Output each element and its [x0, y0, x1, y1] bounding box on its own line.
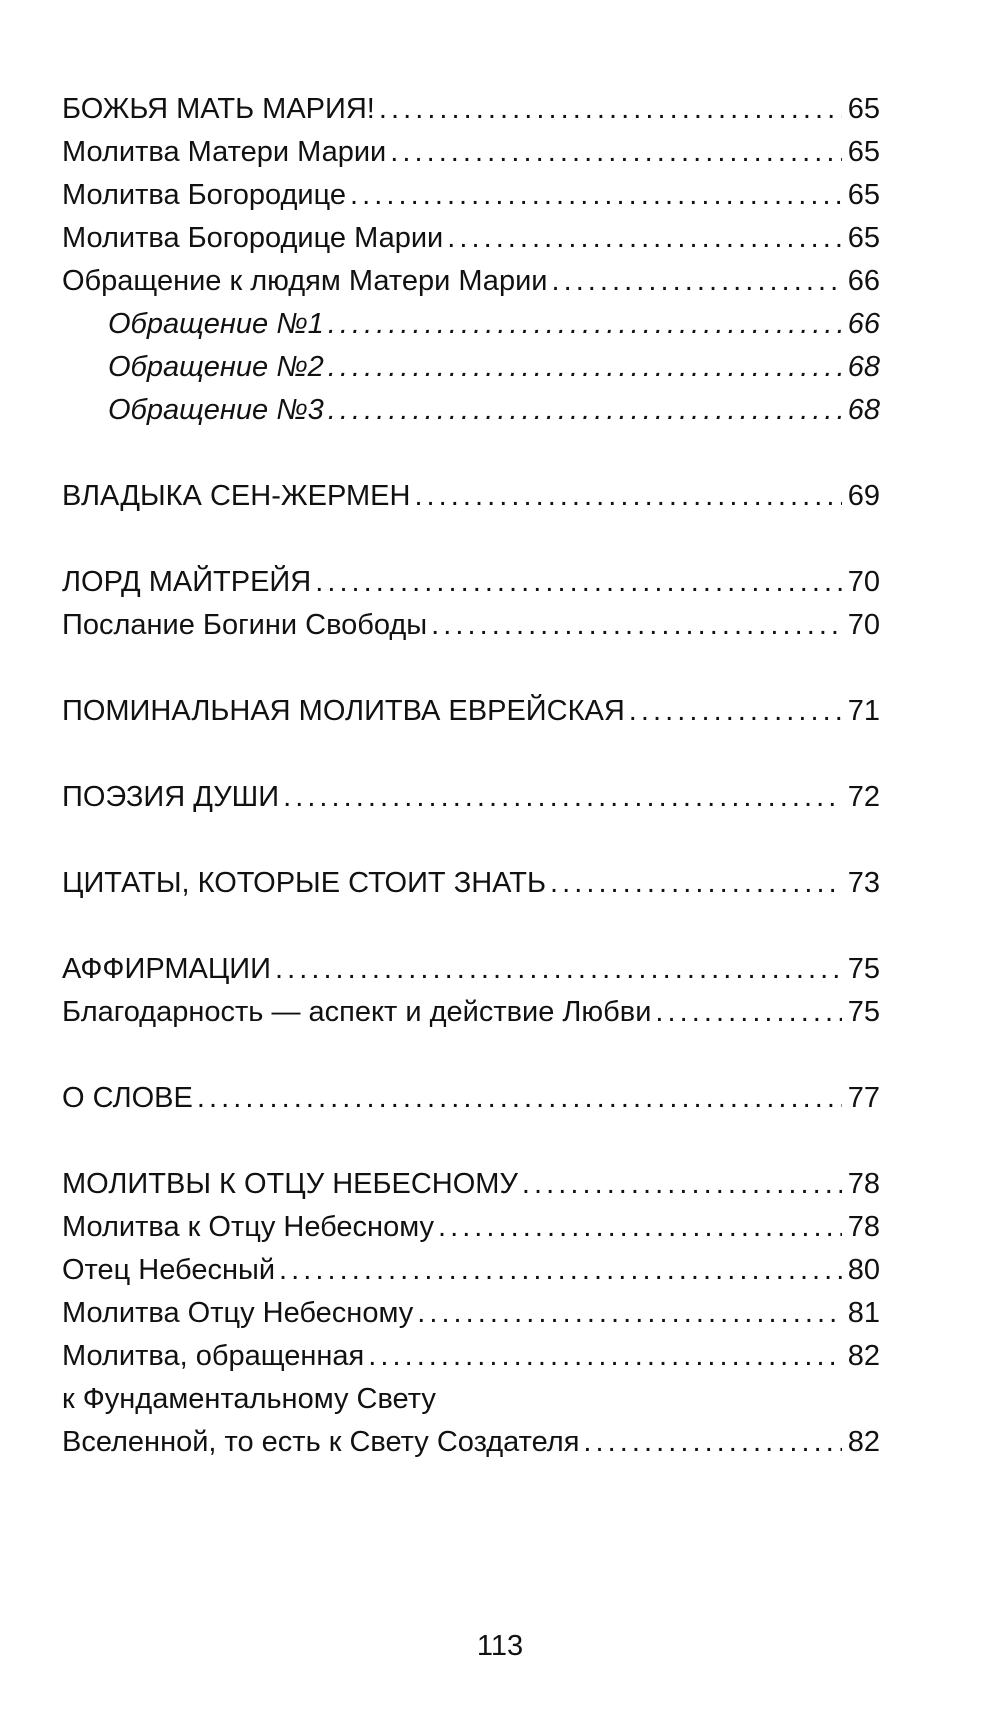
dot-leader	[522, 1163, 842, 1206]
toc-entry-page: 77	[847, 1082, 880, 1114]
toc-entry-title: МОЛИТВЫ К ОТЦУ НЕБЕСНОМУ	[62, 1168, 518, 1200]
toc-section-entry	[62, 948, 880, 991]
dot-leader	[655, 991, 842, 1034]
page-number: 113	[476, 1630, 524, 1662]
dot-leader	[328, 389, 842, 432]
toc-subentry	[62, 346, 880, 389]
toc-entry-title: Послание Богини Свободы	[62, 609, 428, 641]
dot-leader	[279, 1249, 842, 1292]
toc-entry-page: 82	[847, 1340, 880, 1372]
dot-leader	[275, 948, 842, 991]
toc-entry-page: 65	[847, 179, 880, 211]
dot-leader	[438, 1206, 842, 1249]
toc-entry-title: Отец Небесный	[62, 1254, 276, 1286]
toc-entry-title: ПОМИНАЛЬНАЯ МОЛИТВА ЕВРЕЙСКАЯ	[62, 695, 625, 727]
dot-leader	[379, 88, 842, 131]
dot-leader	[390, 131, 842, 174]
toc-entry-title: ЛОРД МАЙТРЕЙЯ	[62, 566, 312, 598]
dot-leader	[328, 303, 842, 346]
toc-entry-title: Вселенной, то есть к Свету Создателя	[62, 1426, 580, 1458]
toc-entry-title: Молитва Матери Марии	[62, 136, 387, 168]
dot-leader	[368, 1335, 842, 1378]
dot-leader	[551, 260, 842, 303]
toc-entry-page: 65	[847, 93, 880, 125]
toc-entry-page: 78	[847, 1168, 880, 1200]
toc-entry-page: 75	[847, 996, 880, 1028]
toc-entry-title: Обращение к людям Матери Марии	[62, 265, 548, 297]
table-of-contents	[62, 88, 880, 1464]
toc-entry-title: Молитва Богородице Марии	[62, 222, 444, 254]
toc-entry-page: 68	[847, 351, 880, 383]
toc-entry	[62, 1421, 880, 1464]
toc-entry-page: 70	[847, 609, 880, 641]
dot-leader	[350, 174, 842, 217]
toc-entry-title: ВЛАДЫКА СЕН-ЖЕРМЕН	[62, 480, 411, 512]
toc-entry	[62, 131, 880, 174]
dot-leader	[283, 776, 842, 819]
toc-entry-page: 73	[847, 867, 880, 899]
toc-entry-page: 66	[847, 308, 880, 340]
toc-entry-title: Обращение №3	[108, 394, 324, 426]
toc-entry	[62, 1378, 880, 1421]
dot-leader	[417, 1292, 842, 1335]
toc-subentry	[62, 389, 880, 432]
toc-entry-title: Благодарность — аспект и действие Любви	[62, 996, 652, 1028]
dot-leader	[328, 346, 842, 389]
dot-leader	[197, 1077, 842, 1120]
toc-entry-title: О СЛОВЕ	[62, 1082, 193, 1114]
toc-entry-page: 68	[847, 394, 880, 426]
dot-leader	[583, 1421, 842, 1464]
toc-entry-title: ЦИТАТЫ, КОТОРЫЕ СТОИТ ЗНАТЬ	[62, 867, 546, 899]
toc-entry-page: 71	[847, 695, 880, 727]
toc-entry	[62, 604, 880, 647]
toc-entry-title: к Фундаментальному Свету	[62, 1383, 436, 1415]
toc-entry-page: 65	[847, 136, 880, 168]
toc-section-entry	[62, 776, 880, 819]
toc-entry	[62, 1249, 880, 1292]
toc-entry-title: Молитва, обращенная	[62, 1340, 365, 1372]
toc-entry-page: 69	[847, 480, 880, 512]
dot-leader	[447, 217, 842, 260]
toc-entry-page: 70	[847, 566, 880, 598]
toc-entry	[62, 260, 880, 303]
dot-leader	[414, 475, 842, 518]
toc-entry-title: Молитва к Отцу Небесному	[62, 1211, 434, 1243]
toc-entry	[62, 1335, 880, 1378]
toc-entry	[62, 217, 880, 260]
toc-entry	[62, 1206, 880, 1249]
toc-section-entry	[62, 475, 880, 518]
toc-section-entry	[62, 862, 880, 905]
toc-entry-page: 75	[847, 953, 880, 985]
toc-section-entry	[62, 88, 880, 131]
toc-subentry	[62, 303, 880, 346]
toc-entry	[62, 991, 880, 1034]
toc-entry-title: Молитва Отцу Небесному	[62, 1297, 414, 1329]
toc-entry-title: ПОЭЗИЯ ДУШИ	[62, 781, 280, 813]
dot-leader	[550, 862, 842, 905]
toc-entry-title: БОЖЬЯ МАТЬ МАРИЯ!	[62, 93, 375, 125]
toc-entry-title: Обращение №2	[108, 351, 324, 383]
dot-leader	[431, 604, 842, 647]
toc-entry	[62, 174, 880, 217]
toc-entry-page: 81	[847, 1297, 880, 1329]
dot-leader	[315, 561, 842, 604]
toc-entry	[62, 1292, 880, 1335]
toc-entry-page: 72	[847, 781, 880, 813]
toc-entry-page: 82	[847, 1426, 880, 1458]
toc-section-entry	[62, 1163, 880, 1206]
toc-entry-page: 78	[847, 1211, 880, 1243]
toc-section-entry	[62, 690, 880, 733]
toc-section-entry	[62, 561, 880, 604]
dot-leader	[629, 690, 842, 733]
toc-entry-page: 65	[847, 222, 880, 254]
toc-entry-page: 66	[847, 265, 880, 297]
toc-entry-page: 80	[847, 1254, 880, 1286]
toc-entry-title: Обращение №1	[108, 308, 324, 340]
toc-entry-title: Молитва Богородице	[62, 179, 347, 211]
toc-entry-title: АФФИРМАЦИИ	[62, 953, 271, 985]
toc-section-entry	[62, 1077, 880, 1120]
